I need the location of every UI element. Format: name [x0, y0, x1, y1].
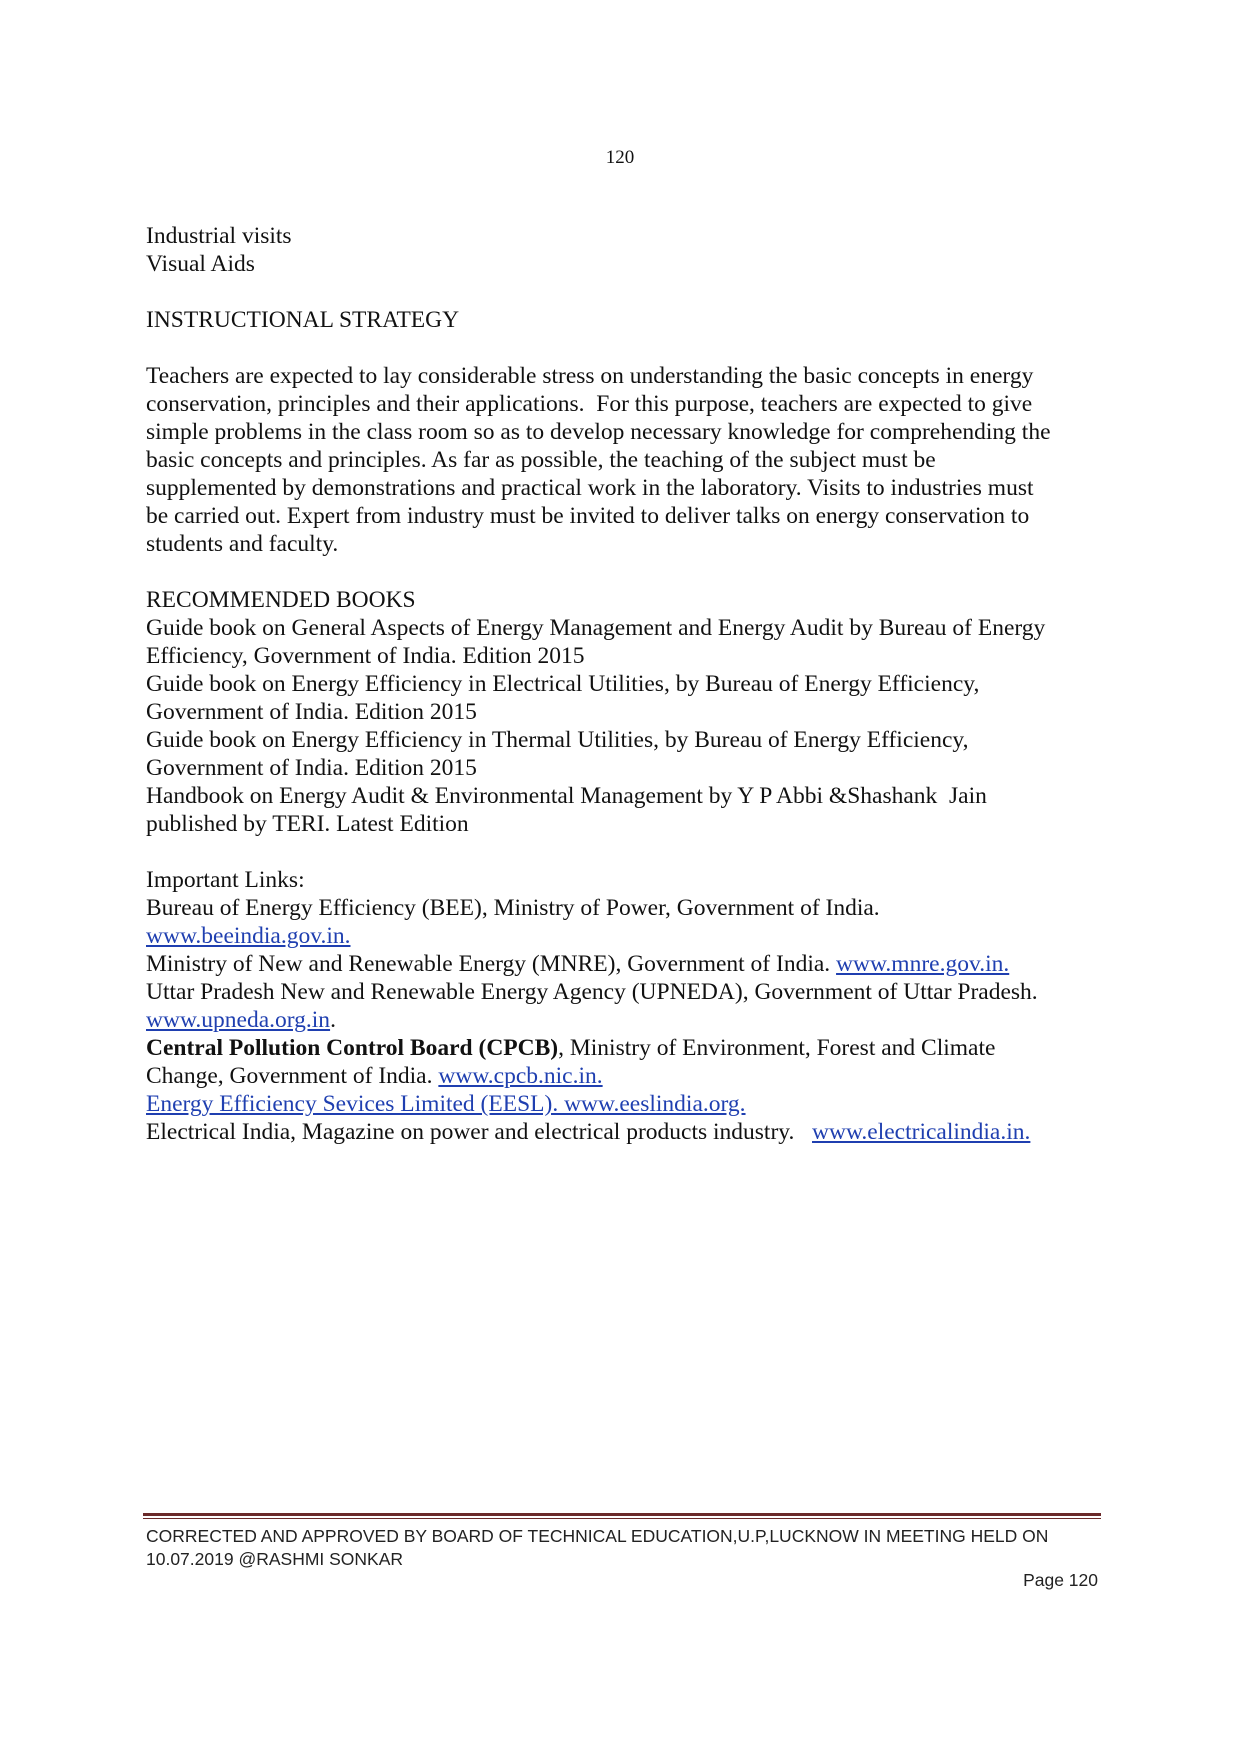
footer-rule-thin — [143, 1518, 1101, 1519]
footer-approval-note — [146, 1525, 1106, 1571]
teaching-aid-item: Industrial visits — [146, 223, 292, 249]
cpcb-description: , Ministry of Environment, Forest and Climate — [558, 1035, 996, 1061]
teaching-aid-item: Visual Aids — [146, 251, 255, 277]
cpcb-name: Central Pollution Control Board (CPCB) — [146, 1035, 559, 1061]
strategy-paragraph-line: simple problems in the class room so as to develop necessary knowledge for comprehending the — [146, 419, 1051, 445]
cpcb-link[interactable]: www.cpcb.nic.in. — [438, 1063, 603, 1089]
book-line: Guide book on Energy Efficiency in Thermal Utilities, by Bureau of Energy Efficiency, — [146, 727, 969, 753]
book-line: Guide book on Energy Efficiency in Electrical Utilities, by Bureau of Energy Efficiency, — [146, 671, 980, 697]
strategy-paragraph-line: students and faculty. — [146, 531, 339, 557]
book-line: Government of India. Edition 2015 — [146, 755, 477, 781]
bee-link[interactable]: www.beeindia.gov.in. — [146, 923, 351, 949]
eesl-link[interactable]: Energy Efficiency Sevices Limited (EESL). www.eeslindia.org. — [146, 1091, 746, 1117]
electrical-india-link[interactable]: www.electricalindia.in. — [812, 1119, 1031, 1145]
book-line: Government of India. Edition 2015 — [146, 699, 477, 725]
page-number-top: 120 — [605, 147, 635, 168]
book-line: Efficiency, Government of India. Edition 2015 — [146, 643, 585, 669]
strategy-paragraph-line: Teachers are expected to lay considerable stress on understanding the basic concepts in energy — [146, 363, 1034, 389]
upneda-link[interactable]: www.upneda.org.in — [146, 1007, 331, 1033]
recommended-books-heading: RECOMMENDED BOOKS — [146, 587, 416, 613]
book-line: published by TERI. Latest Edition — [146, 811, 469, 837]
strategy-paragraph-line: supplemented by demonstrations and practical work in the laboratory. Visits to industries must — [146, 475, 1034, 501]
important-links-heading: Important Links: — [146, 867, 305, 893]
cpcb-description-cont: Change, Government of India. — [146, 1063, 439, 1089]
footer-page-number: Page 120 — [1023, 1570, 1098, 1590]
strategy-paragraph-line: be carried out. Expert from industry must be invited to deliver talks on energy conservation to — [146, 503, 1030, 529]
book-line: Handbook on Energy Audit & Environmental Management by Y P Abbi &Shashank Jain — [146, 783, 987, 809]
upneda-suffix: . — [330, 1007, 336, 1033]
upneda-description: Uttar Pradesh New and Renewable Energy Agency (UPNEDA), Government of Uttar Pradesh. — [146, 979, 1038, 1005]
document-body — [146, 222, 1106, 1146]
electrical-india-description: Electrical India, Magazine on power and electrical products industry. — [146, 1119, 813, 1145]
footer-rule-thick — [143, 1513, 1101, 1516]
instructional-strategy-heading: INSTRUCTIONAL STRATEGY — [146, 307, 460, 333]
strategy-paragraph-line: conservation, principles and their applications. For this purpose, teachers are expected to give — [146, 391, 1033, 417]
mnre-link[interactable]: www.mnre.gov.in. — [836, 951, 1010, 977]
mnre-description: Ministry of New and Renewable Energy (MNRE), Government of India. — [146, 951, 837, 977]
footer-line-1: CORRECTED AND APPROVED BY BOARD OF TECHNICAL EDUCATION,U.P,LUCKNOW IN MEETING HELD ON — [146, 1526, 1049, 1546]
book-line: Guide book on General Aspects of Energy Management and Energy Audit by Bureau of Energy — [146, 615, 1046, 641]
footer-line-2: 10.07.2019 @RASHMI SONKAR — [146, 1549, 404, 1569]
strategy-paragraph-line: basic concepts and principles. As far as possible, the teaching of the subject must be — [146, 447, 936, 473]
bee-description: Bureau of Energy Efficiency (BEE), Ministry of Power, Government of India. — [146, 895, 880, 921]
